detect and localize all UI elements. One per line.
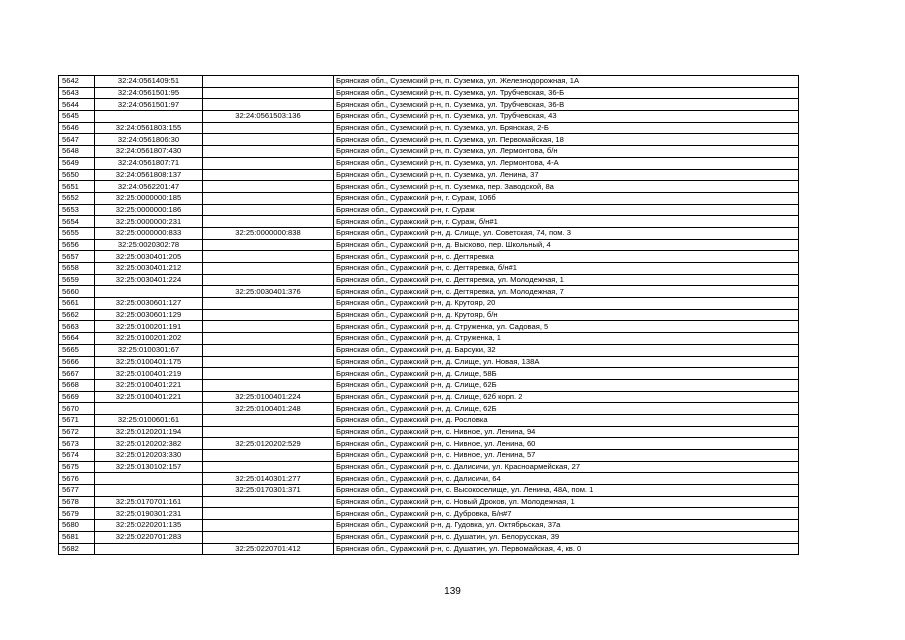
cadastral-number-cell: 32:25:0100301:67 [95,344,203,356]
cadastral-number-cell: 32:25:0120202:382 [95,438,203,450]
related-cadastral-cell [203,309,334,321]
related-cadastral-cell [203,379,334,391]
table-row [59,344,799,356]
row-number-cell: 5643 [59,87,95,99]
cadastral-number-cell: 32:25:0100601:61 [95,414,203,426]
related-cadastral-cell [203,169,334,181]
table-row [59,76,799,88]
row-number-cell: 5681 [59,531,95,543]
row-number-cell: 5653 [59,204,95,216]
cadastral-number-cell: 32:25:0030601:129 [95,309,203,321]
address-cell: Брянская обл., Суражский р-н, с. Новый Дроков, ул. Молодежная, 1 [334,496,799,508]
related-cadastral-cell [203,192,334,204]
table-row [59,239,799,251]
row-number-cell: 5677 [59,485,95,497]
cadastral-number-cell: 32:24:0561807:430 [95,146,203,158]
address-cell: Брянская обл., Суземский р-н, п. Суземка, ул. Лермонтова, 4-А [334,157,799,169]
address-cell: Брянская обл., Суземский р-н, п. Суземка, пер. Заводской, 8а [334,181,799,193]
cadastral-number-cell: 32:25:0170701:161 [95,496,203,508]
cadastral-number-cell [95,403,203,415]
row-number-cell: 5656 [59,239,95,251]
table-row [59,368,799,380]
table-row [59,543,799,555]
related-cadastral-cell [203,263,334,275]
address-cell: Брянская обл., Суражский р-н, г. Сураж, 106б [334,192,799,204]
table-row [59,508,799,520]
table-row [59,134,799,146]
table-row [59,391,799,403]
row-number-cell: 5649 [59,157,95,169]
table-row [59,356,799,368]
address-cell: Брянская обл., Суражский р-н, д. Слище, ул. Новая, 138А [334,356,799,368]
cadastral-number-cell: 32:24:0561806:30 [95,134,203,146]
cadastral-number-cell: 32:24:0562201:47 [95,181,203,193]
row-number-cell: 5654 [59,216,95,228]
related-cadastral-cell: 32:25:0170301:371 [203,485,334,497]
related-cadastral-cell: 32:25:0220701:412 [203,543,334,555]
row-number-cell: 5647 [59,134,95,146]
row-number-cell: 5678 [59,496,95,508]
related-cadastral-cell: 32:25:0000000:838 [203,227,334,239]
address-cell: Брянская обл., Суражский р-н, д. Барсуки, 32 [334,344,799,356]
related-cadastral-cell [203,531,334,543]
related-cadastral-cell [203,508,334,520]
table-row [59,450,799,462]
cadastral-number-cell: 32:24:0561501:97 [95,99,203,111]
table-row [59,192,799,204]
table-row [59,414,799,426]
address-cell: Брянская обл., Суражский р-н, с. Далисичи, ул. Красноармейская, 27 [334,461,799,473]
row-number-cell: 5667 [59,368,95,380]
address-cell: Брянская обл., Суражский р-н, с. Дегтяревка, б/н#1 [334,263,799,275]
table-row [59,216,799,228]
cadastral-number-cell: 32:24:0561808:137 [95,169,203,181]
row-number-cell: 5675 [59,461,95,473]
row-number-cell: 5661 [59,298,95,310]
address-cell: Брянская обл., Суражский р-н, д. Гудовка, ул. Октябрьская, 37а [334,520,799,532]
table-row [59,263,799,275]
address-cell: Брянская обл., Суражский р-н, д. Струженка, 1 [334,333,799,345]
row-number-cell: 5655 [59,227,95,239]
table-row [59,520,799,532]
table-row [59,333,799,345]
page-number: 139 [444,586,461,597]
cadastral-number-cell: 32:25:0190301:231 [95,508,203,520]
address-cell: Брянская обл., Суражский р-н, с. Далисичи, 64 [334,473,799,485]
table-row [59,99,799,111]
related-cadastral-cell [203,450,334,462]
related-cadastral-cell: 32:25:0100401:248 [203,403,334,415]
address-cell: Брянская обл., Суражский р-н, с. Нивное, ул. Ленина, 60 [334,438,799,450]
row-number-cell: 5668 [59,379,95,391]
cadastral-number-cell: 32:25:0100201:191 [95,321,203,333]
row-number-cell: 5659 [59,274,95,286]
address-cell: Брянская обл., Суземский р-н, п. Суземка, ул. Ленина, 37 [334,169,799,181]
address-cell: Брянская обл., Суражский р-н, г. Сураж [334,204,799,216]
table-row [59,204,799,216]
row-number-cell: 5645 [59,111,95,123]
related-cadastral-cell [203,298,334,310]
address-cell: Брянская обл., Суражский р-н, д. Крутояр, 20 [334,298,799,310]
table-row [59,309,799,321]
cadastral-number-cell: 32:24:0561807:71 [95,157,203,169]
cadastral-number-cell: 32:25:0100401:175 [95,356,203,368]
table-row [59,461,799,473]
related-cadastral-cell [203,134,334,146]
row-number-cell: 5658 [59,263,95,275]
related-cadastral-cell [203,204,334,216]
row-number-cell: 5665 [59,344,95,356]
address-cell: Брянская обл., Суражский р-н, с. Нивное, ул. Ленина, 57 [334,450,799,462]
address-cell: Брянская обл., Суземский р-н, п. Суземка, ул. Трубчевская, 36-Б [334,87,799,99]
cadastral-number-cell: 32:25:0100401:219 [95,368,203,380]
table-row [59,496,799,508]
cadastral-number-cell: 32:25:0000000:185 [95,192,203,204]
related-cadastral-cell [203,122,334,134]
related-cadastral-cell [203,356,334,368]
table-row [59,473,799,485]
cadastral-number-cell: 32:25:0000000:833 [95,227,203,239]
related-cadastral-cell [203,181,334,193]
row-number-cell: 5646 [59,122,95,134]
row-number-cell: 5651 [59,181,95,193]
cadastral-number-cell [95,473,203,485]
registry-table [58,75,799,555]
cadastral-number-cell: 32:25:0000000:186 [95,204,203,216]
row-number-cell: 5650 [59,169,95,181]
related-cadastral-cell [203,239,334,251]
row-number-cell: 5664 [59,333,95,345]
row-number-cell: 5680 [59,520,95,532]
address-cell: Брянская обл., Суражский р-н, с. Дегтяревка, ул. Молодежная, 1 [334,274,799,286]
address-cell: Брянская обл., Суражский р-н, с. Душатин, ул. Белорусская, 39 [334,531,799,543]
address-cell: Брянская обл., Суземский р-н, п. Суземка, ул. Лермонтова, б/н [334,146,799,158]
related-cadastral-cell: 32:25:0030401:376 [203,286,334,298]
row-number-cell: 5682 [59,543,95,555]
table-row [59,485,799,497]
registry-table-body [59,76,799,555]
row-number-cell: 5679 [59,508,95,520]
address-cell: Брянская обл., Суземский р-н, п. Суземка, ул. Брянская, 2-Б [334,122,799,134]
related-cadastral-cell [203,321,334,333]
row-number-cell: 5673 [59,438,95,450]
address-cell: Брянская обл., Суражский р-н, д. Слище, ул. Советская, 74, пом. 3 [334,227,799,239]
table-row [59,157,799,169]
cadastral-number-cell: 32:25:0000000:231 [95,216,203,228]
cadastral-number-cell: 32:24:0561409:51 [95,76,203,88]
row-number-cell: 5669 [59,391,95,403]
address-cell: Брянская обл., Суражский р-н, д. Слище, 62б корп. 2 [334,391,799,403]
address-cell: Брянская обл., Суражский р-н, с. Нивное, ул. Ленина, 94 [334,426,799,438]
table-row [59,251,799,263]
table-row [59,403,799,415]
cadastral-number-cell: 32:25:0100201:202 [95,333,203,345]
cadastral-number-cell: 32:25:0120203:330 [95,450,203,462]
cadastral-number-cell: 32:25:0020302:78 [95,239,203,251]
address-cell: Брянская обл., Суражский р-н, г. Сураж, б/н#1 [334,216,799,228]
related-cadastral-cell [203,146,334,158]
row-number-cell: 5671 [59,414,95,426]
cadastral-number-cell: 32:24:0561803:155 [95,122,203,134]
row-number-cell: 5670 [59,403,95,415]
related-cadastral-cell: 32:24:0561503:136 [203,111,334,123]
address-cell: Брянская обл., Суражский р-н, д. Крутояр, б/н [334,309,799,321]
cadastral-number-cell: 32:25:0100401:221 [95,379,203,391]
table-row [59,426,799,438]
table-row [59,122,799,134]
related-cadastral-cell: 32:25:0120202:529 [203,438,334,450]
cadastral-number-cell: 32:25:0030401:212 [95,263,203,275]
address-cell: Брянская обл., Суземский р-н, п. Суземка, ул. Железнодорожная, 1А [334,76,799,88]
cadastral-number-cell: 32:25:0130102:157 [95,461,203,473]
cadastral-number-cell: 32:25:0220701:283 [95,531,203,543]
row-number-cell: 5674 [59,450,95,462]
row-number-cell: 5657 [59,251,95,263]
table-row [59,111,799,123]
related-cadastral-cell [203,414,334,426]
address-cell: Брянская обл., Суземский р-н, п. Суземка, ул. Трубчевская, 36-В [334,99,799,111]
related-cadastral-cell [203,216,334,228]
related-cadastral-cell [203,274,334,286]
cadastral-number-cell [95,286,203,298]
related-cadastral-cell [203,368,334,380]
table-row [59,298,799,310]
cadastral-number-cell: 32:25:0220201:135 [95,520,203,532]
row-number-cell: 5660 [59,286,95,298]
related-cadastral-cell [203,520,334,532]
address-cell: Брянская обл., Суражский р-н, д. Рословка [334,414,799,426]
address-cell: Брянская обл., Суземский р-н, п. Суземка, ул. Первомайская, 18 [334,134,799,146]
related-cadastral-cell [203,461,334,473]
table-row [59,286,799,298]
cadastral-number-cell: 32:25:0030401:205 [95,251,203,263]
address-cell: Брянская обл., Суражский р-н, с. Душатин, ул. Первомайская, 4, кв. 0 [334,543,799,555]
related-cadastral-cell [203,344,334,356]
related-cadastral-cell [203,426,334,438]
row-number-cell: 5662 [59,309,95,321]
table-row [59,531,799,543]
address-cell: Брянская обл., Суражский р-н, с. Дегтяревка, ул. Молодежная, 7 [334,286,799,298]
cadastral-number-cell: 32:25:0120201:194 [95,426,203,438]
table-row [59,87,799,99]
row-number-cell: 5666 [59,356,95,368]
address-cell: Брянская обл., Суражский р-н, с. Дубровка, Б/н#7 [334,508,799,520]
table-row [59,181,799,193]
related-cadastral-cell [203,333,334,345]
address-cell: Брянская обл., Суражский р-н, д. Высково, пер. Школьный, 4 [334,239,799,251]
address-cell: Брянская обл., Суражский р-н, с. Высокоселище, ул. Ленина, 48А, пом. 1 [334,485,799,497]
address-cell: Брянская обл., Суражский р-н, д. Слище, 62Б [334,379,799,391]
related-cadastral-cell: 32:25:0140301:277 [203,473,334,485]
row-number-cell: 5644 [59,99,95,111]
related-cadastral-cell: 32:25:0100401:224 [203,391,334,403]
address-cell: Брянская обл., Суражский р-н, д. Струженка, ул. Садовая, 5 [334,321,799,333]
cadastral-number-cell: 32:25:0100401:221 [95,391,203,403]
table-row [59,146,799,158]
cadastral-number-cell: 32:25:0030401:224 [95,274,203,286]
row-number-cell: 5648 [59,146,95,158]
table-row [59,321,799,333]
cadastral-number-cell [95,111,203,123]
address-cell: Брянская обл., Суражский р-н, д. Слище, 62Б [334,403,799,415]
related-cadastral-cell [203,251,334,263]
address-cell: Брянская обл., Суражский р-н, с. Дегтяревка [334,251,799,263]
row-number-cell: 5652 [59,192,95,204]
related-cadastral-cell [203,157,334,169]
table-row [59,274,799,286]
related-cadastral-cell [203,87,334,99]
table-row [59,379,799,391]
table-row [59,169,799,181]
cadastral-number-cell: 32:25:0030601:127 [95,298,203,310]
related-cadastral-cell [203,99,334,111]
cadastral-number-cell [95,543,203,555]
cadastral-number-cell [95,485,203,497]
address-cell: Брянская обл., Суражский р-н, д. Слище, 58Б [334,368,799,380]
address-cell: Брянская обл., Суземский р-н, п. Суземка, ул. Трубчевская, 43 [334,111,799,123]
table-row [59,227,799,239]
table-row [59,438,799,450]
row-number-cell: 5642 [59,76,95,88]
row-number-cell: 5672 [59,426,95,438]
row-number-cell: 5663 [59,321,95,333]
related-cadastral-cell [203,496,334,508]
cadastral-number-cell: 32:24:0561501:95 [95,87,203,99]
row-number-cell: 5676 [59,473,95,485]
related-cadastral-cell [203,76,334,88]
